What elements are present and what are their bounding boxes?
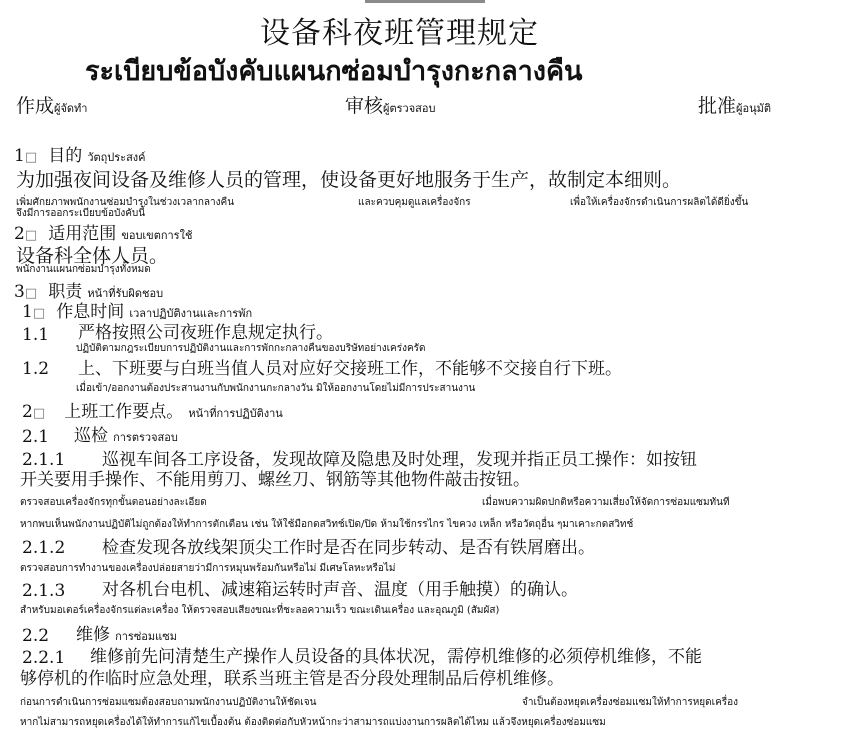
item-2-1-2-number: 2.1.2 <box>22 538 66 558</box>
subsection-2-heading: 2□ 上班工作要点。 หน้าที่การปฏิบัติงาน <box>22 402 283 422</box>
section-1-body-th-b: และควบคุมดูแลเครื่องจักร <box>358 197 471 208</box>
item-2-1-1-th-b: เมื่อพบความผิดปกติหรือความเสี่ยงให้จัดการซ่อมแซมทันที <box>482 497 730 508</box>
item-2-2-1-cn-a: 维修前先问清楚生产操作人员设备的具体状况，需停机维修的必须停机维修，不能 <box>90 647 702 667</box>
item-2-2-1-th-a: ก่อนการดำเนินการซ่อมแซมต้องสอบถามพนักงานปฏิบัติงานให้ชัดเจน <box>20 697 317 708</box>
item-2-2-number: 2.2 <box>22 626 50 646</box>
section-1-body-cn: 为加强夜间设备及维修人员的管理，使设备更好地服务于生产，故制定本细则。 <box>16 169 682 191</box>
item-2-1-3-th: สำหรับมอเตอร์เครื่องจักรแต่ละเครื่อง ให้ตรวจสอบเสียงขณะที่ชะลอความเร็ว ขณะเดินเครื่อง และอุณภูมิ (สัมผัส) <box>20 605 500 616</box>
item-1-1-number: 1.1 <box>22 325 50 345</box>
item-2-1-1-th-c: หากพบเห็นพนักงานปฏิบัติไม่ถูกต้องให้ทำการตักเตือน เช่น ให้ใช้มือกดสวิทช์เปิด/ปิด ห้ามใช้กรรไกร ไขควง เหล็ก หรือวัตถุอื่น ๆมาเคาะกดสวิทช์ <box>20 519 634 530</box>
item-2-1-heading: 巡检 การตรวจสอบ <box>74 426 178 446</box>
item-2-2-1-th-c: หากไม่สามารถหยุดเครื่องได้ให้ทำการแก้ไขเบื้องต้น ต้องติดต่อกับหัวหน้ากะว่าสามารถแบ่งงานการผลิตได้ไหม แล้วจึงหยุดเครื่องซ่อมแซม <box>20 717 606 728</box>
item-2-1-3-cn: 对各机台电机、减速箱运转时声音、温度（用手触摸）的确认。 <box>102 580 578 600</box>
section-3-heading: 3□ 职责 หน้าที่รับผิดชอบ <box>14 282 164 302</box>
section-1-body-th-c: เพื่อให้เครื่องจักรดำเนินการผลิตได้ดียิ่งขึ้น <box>570 197 749 208</box>
item-2-1-1-cn-a: 巡视车间各工序设备，发现故障及隐患及时处理，发现并指正员工操作：如按钮 <box>102 450 697 470</box>
item-2-2-1-th-b: จำเป็นต้องหยุดเครื่องซ่อมแซมให้ทำการหยุดเครื่อง <box>522 697 739 708</box>
item-2-1-1-cn-b: 开关要用手操作、不能用剪刀、螺丝刀、钢筋等其他物件敲击按钮。 <box>20 470 530 490</box>
section-2-body-cn: 设备科全体人员。 <box>16 245 169 267</box>
item-2-2-heading: 维修 การซ่อมแซม <box>76 625 177 645</box>
subsection-1-heading: 1□ 作息时间 เวลาปฏิบัติงานและการพัก <box>22 302 253 322</box>
item-2-2-1-number: 2.2.1 <box>22 648 66 668</box>
item-2-1-2-th: ตรวจสอบการทำงานของเครื่องปล่อยสายว่ามีการหมุนพร้อมกันหรือไม่ มีเศษโลหะหรือไม่ <box>20 563 396 574</box>
item-1-2-cn: 上、下班要与白班当值人员对应好交接班工作，不能够不交接自行下班。 <box>78 359 622 379</box>
item-2-1-2-cn: 检查发现各放线架顶尖工作时是否在同步转动、是否有铁屑磨出。 <box>102 538 595 558</box>
section-2-body-th: พนักงานแผนกซ่อมบำรุงทั้งหมด <box>16 264 151 275</box>
item-2-1-1-th-a: ตรวจสอบเครื่องจักรทุกขั้นตอนอย่างละเอียด <box>20 497 207 508</box>
item-1-2-number: 1.2 <box>22 359 50 379</box>
title-chinese: 设备科夜班管理规定 <box>260 16 539 51</box>
approved-by-label: 批准ผู้อนุมัติ <box>698 95 771 117</box>
item-1-2-th: เมื่อเข้า/ออกงานต้องประสานงานกับพนักงานกะกลางวัน มิให้ออกงานโดยไม่มีการประสานงาน <box>76 383 476 394</box>
title-thai: ระเบียบข้อบังคับแผนกซ่อมบำรุงกะกลางคืน <box>85 56 583 87</box>
made-by-label: 作成ผู้จัดทำ <box>16 95 88 117</box>
window-top-bar <box>365 0 485 3</box>
item-2-1-number: 2.1 <box>22 427 50 447</box>
section-2-heading: 2□ 适用范围 ขอบเขตการใช้ <box>14 224 193 244</box>
item-1-1-cn: 严格按照公司夜班作息规定执行。 <box>78 323 333 343</box>
section-1-heading: 1□ 目的 วัตถุประสงค์ <box>14 146 146 166</box>
item-2-2-1-cn-b: 够停机的作临时应急处理，联系当班主管是否分段处理制品后停机维修。 <box>20 669 564 689</box>
item-2-1-1-number: 2.1.1 <box>22 450 66 470</box>
reviewed-by-label: 审核ผู้ตรวจสอบ <box>345 95 436 117</box>
item-2-1-3-number: 2.1.3 <box>22 581 66 601</box>
section-1-body-th-d: จึงมีการออกระเบียบข้อบังคับนี้ <box>16 208 146 219</box>
item-1-1-th: ปฏิบัติตามกฎระเบียบการปฏิบัติงานและการพักกะกลางคืนของบริษัทอย่างเคร่งครัด <box>76 343 426 354</box>
section-1-body-th-a: เพิ่มศักยภาพพนักงานซ่อมบำรุงในช่วงเวลากลางคืน <box>16 197 235 208</box>
